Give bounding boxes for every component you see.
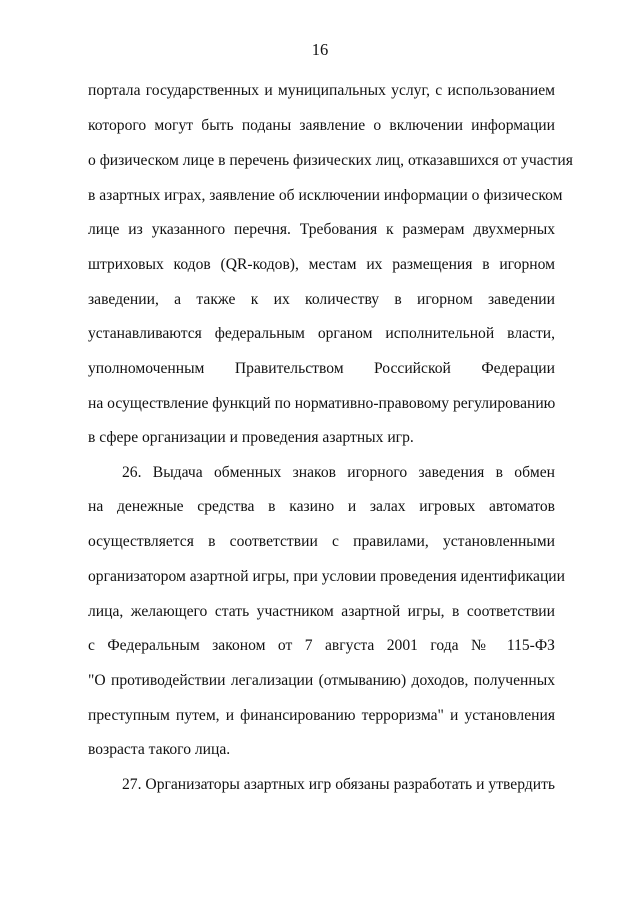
- text-line: осуществляется в соответствии с правилами, установленными: [88, 533, 555, 550]
- page-number: 16: [311, 40, 329, 59]
- text-line: возраста такого лица.: [88, 741, 231, 758]
- text-line: на осуществление функций по нормативно-правовому регулированию: [88, 395, 556, 412]
- text-line: лица, желающего стать участником азартной игры, в соответствии: [88, 603, 555, 620]
- text-line: в сфере организации и проведения азартных игр.: [88, 429, 414, 446]
- text-line: портала государственных и муниципальных услуг, с использованием: [88, 82, 555, 99]
- text-line: с Федеральным законом от 7 августа 2001 года № 115-ФЗ: [88, 637, 555, 654]
- text-line: лице из указанного перечня. Требования к размерам двухмерных: [88, 221, 555, 238]
- text-line: которого могут быть поданы заявление о включении информации: [88, 117, 555, 134]
- text-line: устанавливаются федеральным органом исполнительной власти,: [88, 325, 555, 342]
- text-line: в азартных играх, заявление об исключении информации о физическом: [88, 187, 563, 204]
- text-line: уполномоченным Правительством Российской Федерации: [88, 360, 555, 377]
- text-line: заведении, а также к их количеству в игорном заведении: [88, 291, 555, 308]
- text-line: преступным путем, и финансированию терроризма" и установления: [88, 707, 555, 724]
- text-line: "О противодействии легализации (отмыванию) доходов, полученных: [88, 672, 555, 689]
- text-line: о физическом лице в перечень физических лиц, отказавшихся от участия: [88, 152, 573, 169]
- paragraph-26-start: 26. Выдача обменных знаков игорного заведения в обмен: [122, 464, 555, 481]
- text-line: организатором азартной игры, при условии проведения идентификации: [88, 568, 565, 585]
- text-line: на денежные средства в казино и залах игровых автоматов: [88, 498, 555, 515]
- text-line: штриховых кодов (QR-кодов), местам их размещения в игорном: [88, 256, 555, 273]
- paragraph-27-start: 27. Организаторы азартных игр обязаны разработать и утвердить: [122, 776, 555, 793]
